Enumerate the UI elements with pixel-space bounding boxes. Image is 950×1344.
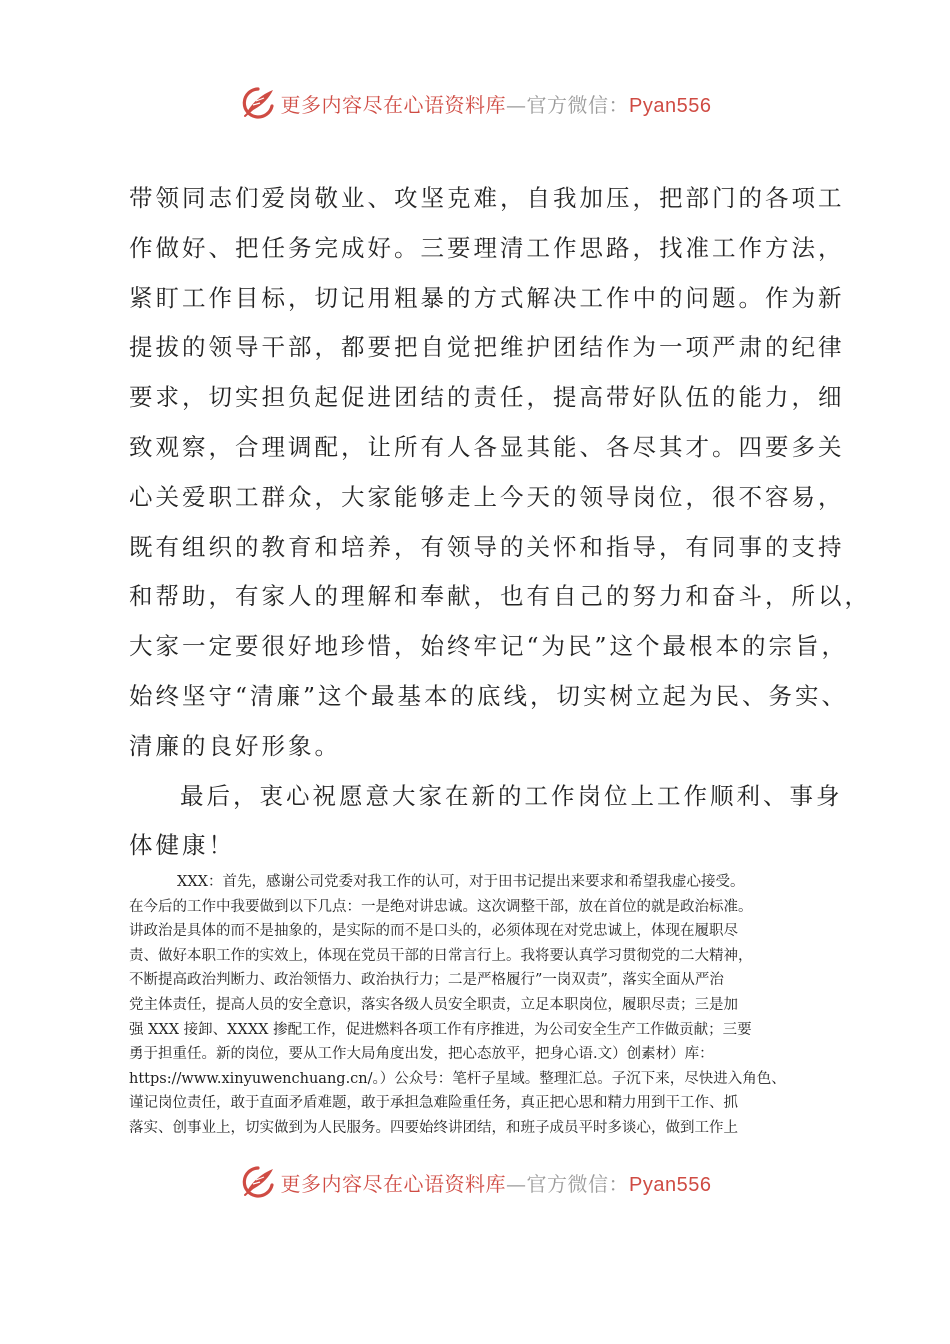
footer-banner-dash: —	[506, 1171, 527, 1196]
small-line: 党主体责任，提高人员的安全意识，落实各级人员安全职责，立足本职岗位，履职尽责；三是加	[129, 996, 738, 1013]
header-banner-text	[281, 89, 712, 118]
body-line: 带领同志们爱岗敬业、攻坚克难，自我加压，把部门的各项工	[129, 184, 845, 212]
body-line: 和帮助，有家人的理解和奉献，也有自己的努力和奋斗，所以，	[129, 582, 871, 611]
small-line: 勇于担重任。新的岗位，要从工作大局角度出发，把心态放平，把身心语.文）创素材）库：	[129, 1046, 714, 1063]
header-banner-wechat-label: 官方微信：	[526, 92, 630, 117]
body-line: 清廉的良好形象。	[129, 731, 341, 760]
header-banner-dash: —	[506, 92, 527, 117]
body-line: 紧盯工作目标，切记用粗暴的方式解决工作中的问题。作为新	[129, 283, 845, 312]
footer-banner-text	[281, 1168, 712, 1197]
small-line-url: https://www.xinyuwenchuang.cn/。）公众号：笔杆子星域。整理汇总。子沉下来，尽快进入角色、	[129, 1070, 786, 1087]
small-line: XXX：首先，感谢公司党委对我工作的认可，对于田书记提出来要求和希望我虚心接受。	[177, 874, 745, 890]
footer-banner	[0, 1162, 950, 1202]
small-line: 责、做好本职工作的实效上，体现在党员干部的日常言行上。我将要认真学习贯彻党的二大精神，	[129, 947, 753, 964]
small-paragraph	[129, 870, 849, 1141]
body-line: 作做好、把任务完成好。三要理清工作思路，找准工作方法，	[129, 233, 845, 262]
body-line: 既有组织的教育和培养，有领导的关怀和指导，有同事的支持	[129, 532, 845, 561]
small-line: 谨记岗位责任，敢于直面矛盾难题，敢于承担急难险重任务，真正把心思和精力用到干工作、抓	[129, 1095, 738, 1112]
closing-line: 最后，衷心祝愿意大家在新的工作岗位上工作顺利、事身	[180, 781, 843, 810]
header-banner-wechat-id: Pyan556	[629, 94, 712, 117]
body-line: 始终坚守“清廉”这个最基本的底线，切实树立起为民、务实、	[129, 681, 849, 710]
body-paragraphs	[129, 174, 871, 871]
small-line: 不断提高政治判断力、政治领悟力、政治执行力；二是严格履行”一岗双责”，落实全面从严治	[129, 972, 724, 989]
footer-banner-wechat-id: Pyan556	[629, 1173, 712, 1196]
small-line: 落实、创事业上，切实做到为人民服务。四要始终讲团结，和班子成员平时多谈心，做到工作上	[129, 1119, 738, 1136]
footer-banner-wechat-label: 官方微信：	[526, 1171, 630, 1196]
feather-pen-logo-icon	[239, 86, 277, 120]
closing-line: 体健康！	[129, 831, 235, 860]
small-line: 讲政治是具体的而不是抽象的，是实际的而不是口头的，必须体现在对党忠诚上，体现在履职尽	[129, 923, 738, 940]
header-banner-main: 更多内容尽在心语资料库	[280, 92, 507, 117]
footer-banner-main: 更多内容尽在心语资料库	[280, 1171, 507, 1196]
body-line: 大家一定要很好地珍惜，始终牢记“为民”这个最根本的宗旨，	[129, 632, 849, 661]
body-line: 心关爱职工群众，大家能够走上今天的领导岗位，很不容易，	[129, 482, 845, 511]
body-line: 提拔的领导干部，都要把自觉把维护团结作为一项严肃的纪律	[129, 333, 845, 362]
small-line: 在今后的工作中我要做到以下几点：一是绝对讲忠诚。这次调整干部，放在首位的就是政治标准。	[129, 898, 753, 915]
small-line: 强 XXX 接卸、XXXX 掺配工作，促进燃料各项工作有序推进，为公司安全生产工作做贡献；三要	[129, 1021, 752, 1038]
header-banner	[0, 83, 950, 123]
body-line: 致观察，合理调配，让所有人各显其能、各尽其才。四要多关	[129, 432, 845, 461]
feather-pen-logo-icon	[239, 1165, 277, 1199]
body-line: 要求，切实担负起促进团结的责任，提高带好队伍的能力，细	[129, 383, 845, 412]
